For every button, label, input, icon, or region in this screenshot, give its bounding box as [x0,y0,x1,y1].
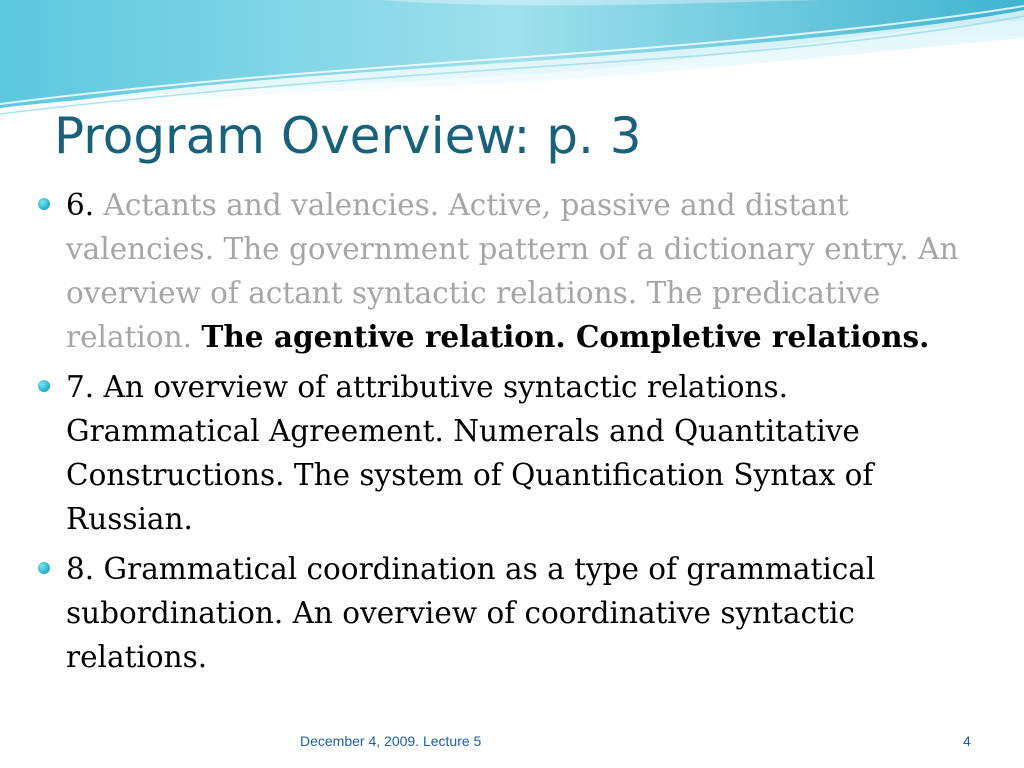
list-item [38,547,988,679]
bullet-list [38,183,988,685]
list-item [38,183,988,359]
slide-title: Program Overview: p. 3 [54,107,642,165]
footer-page-number: 4 [963,733,971,749]
item-number: 6. [66,188,95,222]
list-item [38,365,988,541]
item-muted-text: Actants and valencies. Active, passive and distant valencies. The government pattern of a dictionary entry. An overview of actant syntactic relations. The predicative relation. [66,188,959,354]
bullet-dot-icon [38,562,50,574]
item-text: 7. An overview of attributive syntactic relations. Grammatical Agreement. Numerals and Quantitative Constructions. The system of Quantification Syntax of Russian. [66,370,874,536]
item-bold-text: The agentive relation. Completive relations. [201,319,930,354]
bullet-dot-icon [38,380,50,392]
bullet-dot-icon [38,198,50,210]
item-text: 8. Grammatical coordination as a type of grammatical subordination. An overview of coordinative syntactic relations. [66,552,876,674]
footer-date-lecture: December 4, 2009. Lecture 5 [300,733,482,749]
